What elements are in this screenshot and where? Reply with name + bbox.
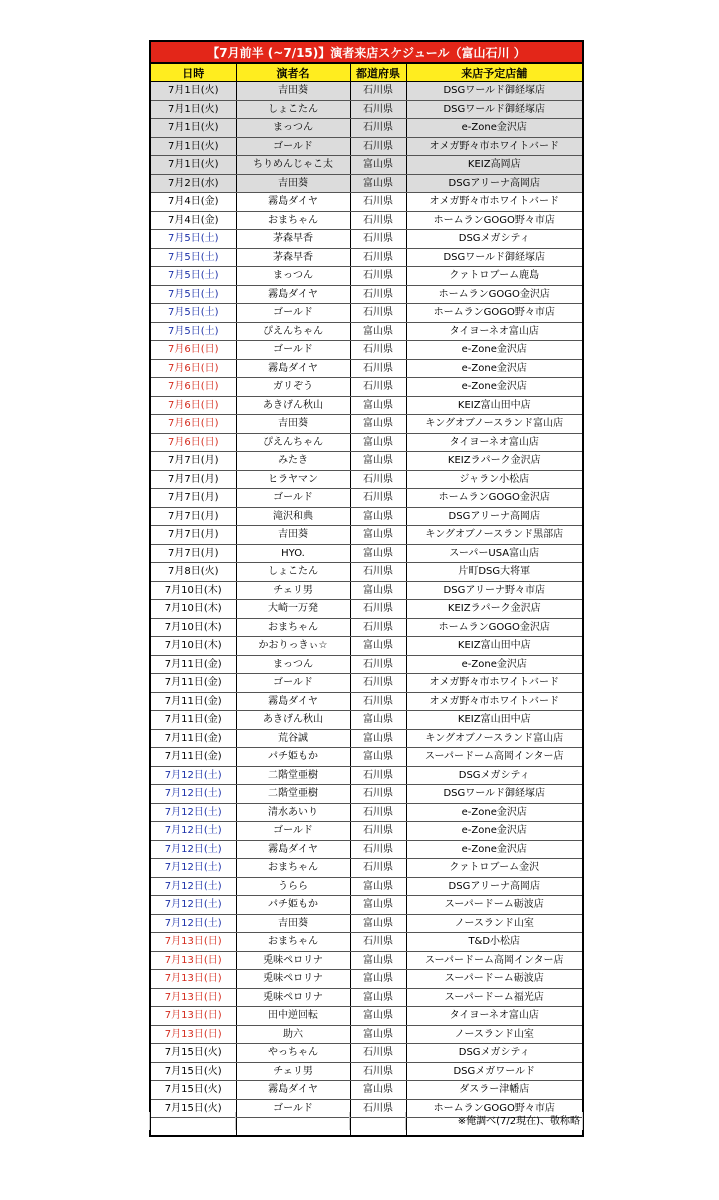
cell-date: 7月13日(日) [150,1007,236,1026]
footer-area [149,1112,582,1130]
table-row [150,711,583,730]
cell-date: 7月6日(日) [150,341,236,360]
cell-store: ホームランGOGO野々市店 [406,1099,583,1118]
cell-performer: 田中逆回転 [236,1007,350,1026]
cell-date: 7月12日(土) [150,785,236,804]
cell-performer: ヒラヤマン [236,470,350,489]
table-row [150,137,583,156]
cell-prefecture: 石川県 [350,674,406,693]
cell-store: KEIZラパーク金沢店 [406,452,583,471]
footer-cell [350,1112,406,1130]
cell-store: ホームランGOGO野々市店 [406,304,583,323]
table-row [150,526,583,545]
cell-performer: おまちゃん [236,933,350,952]
table-row [150,988,583,1007]
table-row [150,1044,583,1063]
cell-store: KEIZ高岡店 [406,156,583,175]
cell-performer: ゴールド [236,822,350,841]
table-row [150,119,583,138]
cell-prefecture: 富山県 [350,544,406,563]
cell-prefecture: 富山県 [350,1025,406,1044]
table-row [150,470,583,489]
cell-prefecture: 富山県 [350,415,406,434]
cell-date: 7月10日(木) [150,618,236,637]
table-row [150,748,583,767]
cell-prefecture: 石川県 [350,692,406,711]
cell-store: ホームランGOGO金沢店 [406,489,583,508]
table-row [150,415,583,434]
cell-performer: ちりめんじゃこ太 [236,156,350,175]
cell-store: T&D小松店 [406,933,583,952]
cell-store: スーパードーム砺波店 [406,896,583,915]
cell-date: 7月10日(木) [150,637,236,656]
cell-performer: 助六 [236,1025,350,1044]
header-date: 日時 [150,63,236,82]
table-row [150,230,583,249]
cell-performer: やっちゃん [236,1044,350,1063]
cell-performer: みたき [236,452,350,471]
cell-prefecture: 石川県 [350,82,406,101]
table-row [150,859,583,878]
table-row [150,692,583,711]
cell-date: 7月5日(土) [150,322,236,341]
cell-date: 7月5日(土) [150,248,236,267]
table-row [150,914,583,933]
cell-date: 7月11日(金) [150,748,236,767]
cell-prefecture: 富山県 [350,748,406,767]
cell-date: 7月7日(月) [150,507,236,526]
cell-date: 7月12日(土) [150,896,236,915]
cell-store: e-Zone金沢店 [406,359,583,378]
cell-date: 7月6日(日) [150,359,236,378]
cell-performer: ガリぞう [236,378,350,397]
cell-date: 7月2日(水) [150,174,236,193]
cell-prefecture: 富山県 [350,951,406,970]
cell-date: 7月1日(火) [150,82,236,101]
cell-store: 片町DSG大将軍 [406,563,583,582]
cell-prefecture: 石川県 [350,489,406,508]
cell-performer: 吉田葵 [236,526,350,545]
cell-prefecture: 石川県 [350,563,406,582]
cell-prefecture: 石川県 [350,1044,406,1063]
cell-store: ジャラン小松店 [406,470,583,489]
cell-date: 7月6日(日) [150,396,236,415]
cell-store: DSGメガシティ [406,230,583,249]
cell-prefecture: 石川県 [350,304,406,323]
cell-prefecture: 石川県 [350,119,406,138]
table-row [150,285,583,304]
cell-store: タイヨーネオ富山店 [406,322,583,341]
table-row [150,341,583,360]
cell-performer: 吉田葵 [236,914,350,933]
table-row [150,452,583,471]
table-row [150,766,583,785]
cell-store: e-Zone金沢店 [406,803,583,822]
cell-prefecture: 石川県 [350,840,406,859]
cell-prefecture: 富山県 [350,433,406,452]
schedule-table [149,40,584,1137]
cell-date: 7月15日(火) [150,1099,236,1118]
cell-prefecture: 石川県 [350,618,406,637]
cell-date: 7月15日(火) [150,1062,236,1081]
table-row [150,581,583,600]
table-row [150,600,583,619]
cell-date: 7月12日(土) [150,840,236,859]
table-row [150,378,583,397]
cell-date: 7月12日(土) [150,877,236,896]
cell-prefecture: 石川県 [350,359,406,378]
cell-date: 7月11日(金) [150,729,236,748]
cell-store: KEIZ富山田中店 [406,711,583,730]
table-row [150,304,583,323]
cell-prefecture: 富山県 [350,729,406,748]
table-row [150,489,583,508]
cell-store: DSGアリーナ高岡店 [406,877,583,896]
cell-prefecture: 石川県 [350,1062,406,1081]
cell-performer: しょこたん [236,100,350,119]
cell-store: スーパードーム高岡インター店 [406,748,583,767]
table-row [150,174,583,193]
cell-date: 7月12日(土) [150,803,236,822]
cell-store: キングオブノースランド黒部店 [406,526,583,545]
table-row [150,211,583,230]
cell-store: オメガ野々市ホワイトバード [406,193,583,212]
cell-store: スーパードーム砺波店 [406,970,583,989]
cell-store: DSGワールド御経塚店 [406,100,583,119]
cell-prefecture: 富山県 [350,507,406,526]
cell-prefecture: 石川県 [350,100,406,119]
cell-performer: 二階堂亜樹 [236,785,350,804]
cell-date: 7月8日(火) [150,563,236,582]
cell-store: ホームランGOGO金沢店 [406,618,583,637]
cell-store: DSGアリーナ野々市店 [406,581,583,600]
cell-performer: 滝沢和典 [236,507,350,526]
cell-performer: ゴールド [236,1099,350,1118]
cell-date: 7月4日(金) [150,211,236,230]
cell-prefecture: 石川県 [350,137,406,156]
cell-date: 7月12日(土) [150,914,236,933]
cell-prefecture: 石川県 [350,341,406,360]
cell-store: e-Zone金沢店 [406,341,583,360]
cell-performer: かおりっきぃ☆ [236,637,350,656]
cell-performer: まっつん [236,267,350,286]
cell-performer: 霧島ダイヤ [236,285,350,304]
cell-store: ノースランド山室 [406,1025,583,1044]
cell-prefecture: 富山県 [350,174,406,193]
cell-prefecture: 富山県 [350,1081,406,1100]
cell-prefecture: 富山県 [350,1007,406,1026]
cell-store: e-Zone金沢店 [406,119,583,138]
footer-row [150,1112,583,1130]
cell-performer: おまちゃん [236,211,350,230]
cell-performer: 二階堂亜樹 [236,766,350,785]
table-row [150,729,583,748]
cell-prefecture: 富山県 [350,914,406,933]
cell-store: ノースランド山室 [406,914,583,933]
cell-store: e-Zone金沢店 [406,378,583,397]
cell-prefecture: 石川県 [350,785,406,804]
cell-performer: ゴールド [236,341,350,360]
cell-store: キングオブノースランド富山店 [406,729,583,748]
table-row [150,877,583,896]
table-row [150,785,583,804]
cell-prefecture: 石川県 [350,230,406,249]
cell-prefecture: 石川県 [350,1099,406,1118]
cell-date: 7月5日(土) [150,304,236,323]
cell-date: 7月13日(日) [150,1025,236,1044]
sheet-title: 【7月前半 (~7/15)】演者来店スケジュール（富山石川 ） [150,41,583,63]
cell-store: DSGメガワールド [406,1062,583,1081]
cell-prefecture: 富山県 [350,156,406,175]
cell-performer: 霧島ダイヤ [236,840,350,859]
cell-store: e-Zone金沢店 [406,822,583,841]
cell-date: 7月6日(日) [150,378,236,397]
table-row [150,1062,583,1081]
cell-store: DSGメガシティ [406,766,583,785]
header-store: 来店予定店舗 [406,63,583,82]
cell-performer: 清水あいり [236,803,350,822]
cell-performer: パチ姫もか [236,748,350,767]
cell-performer: おまちゃん [236,618,350,637]
cell-prefecture: 富山県 [350,970,406,989]
cell-store: オメガ野々市ホワイトバード [406,692,583,711]
cell-date: 7月12日(土) [150,766,236,785]
table-row [150,563,583,582]
cell-performer: ゴールド [236,674,350,693]
cell-date: 7月11日(金) [150,711,236,730]
schedule-sheet [149,40,582,1137]
cell-date: 7月5日(土) [150,230,236,249]
footnote: ※俺調べ(7/2現在)、敬称略 [406,1112,583,1130]
cell-prefecture: 富山県 [350,711,406,730]
cell-prefecture: 石川県 [350,470,406,489]
cell-store: ダスラー津幡店 [406,1081,583,1100]
cell-prefecture: 富山県 [350,988,406,1007]
cell-store: スーパードーム福光店 [406,988,583,1007]
cell-date: 7月12日(土) [150,859,236,878]
cell-prefecture: 富山県 [350,396,406,415]
cell-date: 7月12日(土) [150,822,236,841]
cell-performer: 兎味ペロリナ [236,951,350,970]
cell-performer: 霧島ダイヤ [236,193,350,212]
table-row [150,933,583,952]
cell-date: 7月5日(土) [150,267,236,286]
cell-date: 7月10日(木) [150,581,236,600]
cell-date: 7月7日(月) [150,489,236,508]
cell-date: 7月1日(火) [150,119,236,138]
cell-date: 7月13日(日) [150,933,236,952]
cell-prefecture: 石川県 [350,933,406,952]
cell-prefecture: 石川県 [350,378,406,397]
cell-store: オメガ野々市ホワイトバード [406,137,583,156]
cell-performer: ぴえんちゃん [236,322,350,341]
cell-performer: 茅森早香 [236,230,350,249]
footer-cell [236,1112,350,1130]
cell-performer: チェリ男 [236,1062,350,1081]
cell-store: ホームランGOGO金沢店 [406,285,583,304]
cell-store: DSGメガシティ [406,1044,583,1063]
cell-performer: 兎味ペロリナ [236,970,350,989]
cell-performer: 兎味ペロリナ [236,988,350,1007]
cell-performer: 荒谷誠 [236,729,350,748]
cell-performer: うらら [236,877,350,896]
cell-performer: HYO. [236,544,350,563]
table-row [150,396,583,415]
table-row [150,193,583,212]
schedule-body [150,82,583,1137]
cell-date: 7月6日(日) [150,433,236,452]
cell-prefecture: 石川県 [350,766,406,785]
cell-store: KEIZラパーク金沢店 [406,600,583,619]
cell-date: 7月5日(土) [150,285,236,304]
footer-table [149,1112,583,1130]
cell-store: DSGワールド御経塚店 [406,248,583,267]
title-row [150,41,583,63]
cell-performer: 吉田葵 [236,174,350,193]
cell-performer: ゴールド [236,304,350,323]
cell-performer: 吉田葵 [236,415,350,434]
cell-store: DSGワールド御経塚店 [406,785,583,804]
cell-date: 7月15日(火) [150,1044,236,1063]
cell-store: e-Zone金沢店 [406,655,583,674]
cell-performer: 吉田葵 [236,82,350,101]
header-performer: 演者名 [236,63,350,82]
cell-date: 7月13日(日) [150,988,236,1007]
cell-store: DSGアリーナ高岡店 [406,507,583,526]
table-row [150,267,583,286]
cell-store: オメガ野々市ホワイトバード [406,674,583,693]
cell-store: e-Zone金沢店 [406,840,583,859]
cell-prefecture: 富山県 [350,322,406,341]
table-row [150,637,583,656]
cell-performer: 霧島ダイヤ [236,1081,350,1100]
cell-store: DSGワールド御経塚店 [406,82,583,101]
cell-prefecture: 石川県 [350,285,406,304]
table-row [150,618,583,637]
cell-date: 7月7日(月) [150,452,236,471]
table-row [150,1081,583,1100]
table-row [150,359,583,378]
cell-store: クァトロブーム鹿島 [406,267,583,286]
cell-prefecture: 富山県 [350,452,406,471]
cell-prefecture: 石川県 [350,267,406,286]
cell-store: スーパードーム高岡インター店 [406,951,583,970]
cell-date: 7月1日(火) [150,100,236,119]
cell-performer: 霧島ダイヤ [236,692,350,711]
cell-prefecture: 石川県 [350,248,406,267]
cell-prefecture: 富山県 [350,526,406,545]
cell-date: 7月13日(日) [150,970,236,989]
cell-performer: まっつん [236,119,350,138]
cell-store: キングオブノースランド富山店 [406,415,583,434]
cell-date: 7月10日(木) [150,600,236,619]
cell-performer: 霧島ダイヤ [236,359,350,378]
table-row [150,822,583,841]
table-row [150,674,583,693]
cell-date: 7月7日(月) [150,526,236,545]
table-row [150,433,583,452]
table-row [150,100,583,119]
header-row [150,63,583,82]
cell-performer: まっつん [236,655,350,674]
cell-performer: チェリ男 [236,581,350,600]
cell-prefecture: 石川県 [350,655,406,674]
header-prefecture: 都道府県 [350,63,406,82]
table-row [150,970,583,989]
table-row [150,896,583,915]
cell-store: スーパーUSA富山店 [406,544,583,563]
cell-prefecture: 石川県 [350,822,406,841]
cell-performer: 茅森早香 [236,248,350,267]
table-row [150,655,583,674]
table-row [150,951,583,970]
cell-prefecture: 石川県 [350,211,406,230]
cell-store: KEIZ富山田中店 [406,637,583,656]
cell-performer: ゴールド [236,489,350,508]
cell-prefecture: 富山県 [350,637,406,656]
cell-date: 7月6日(日) [150,415,236,434]
cell-store: タイヨーネオ富山店 [406,433,583,452]
cell-date: 7月7日(月) [150,470,236,489]
cell-store: クァトロブーム金沢 [406,859,583,878]
table-row [150,156,583,175]
cell-store: ホームランGOGO野々市店 [406,211,583,230]
cell-store: タイヨーネオ富山店 [406,1007,583,1026]
cell-performer: あきげん秋山 [236,396,350,415]
cell-performer: ゴールド [236,137,350,156]
cell-performer: ぴえんちゃん [236,433,350,452]
table-row [150,322,583,341]
cell-date: 7月1日(火) [150,137,236,156]
cell-store: KEIZ富山田中店 [406,396,583,415]
cell-prefecture: 石川県 [350,193,406,212]
cell-prefecture: 石川県 [350,803,406,822]
table-row [150,248,583,267]
cell-date: 7月11日(金) [150,674,236,693]
footer-cell [150,1112,236,1130]
cell-prefecture: 石川県 [350,859,406,878]
cell-prefecture: 富山県 [350,877,406,896]
cell-store: DSGアリーナ高岡店 [406,174,583,193]
cell-performer: あきげん秋山 [236,711,350,730]
cell-date: 7月7日(月) [150,544,236,563]
cell-date: 7月11日(金) [150,692,236,711]
cell-performer: しょこたん [236,563,350,582]
cell-prefecture: 富山県 [350,581,406,600]
cell-date: 7月11日(金) [150,655,236,674]
cell-prefecture: 富山県 [350,896,406,915]
cell-date: 7月15日(火) [150,1081,236,1100]
cell-prefecture: 石川県 [350,600,406,619]
table-row [150,82,583,101]
cell-performer: パチ姫もか [236,896,350,915]
cell-date: 7月1日(火) [150,156,236,175]
cell-performer: 大崎一万発 [236,600,350,619]
cell-date: 7月4日(金) [150,193,236,212]
cell-date: 7月13日(日) [150,951,236,970]
table-row [150,840,583,859]
table-row [150,1025,583,1044]
cell-performer: おまちゃん [236,859,350,878]
table-row [150,507,583,526]
table-row [150,1007,583,1026]
table-row [150,803,583,822]
table-row [150,544,583,563]
